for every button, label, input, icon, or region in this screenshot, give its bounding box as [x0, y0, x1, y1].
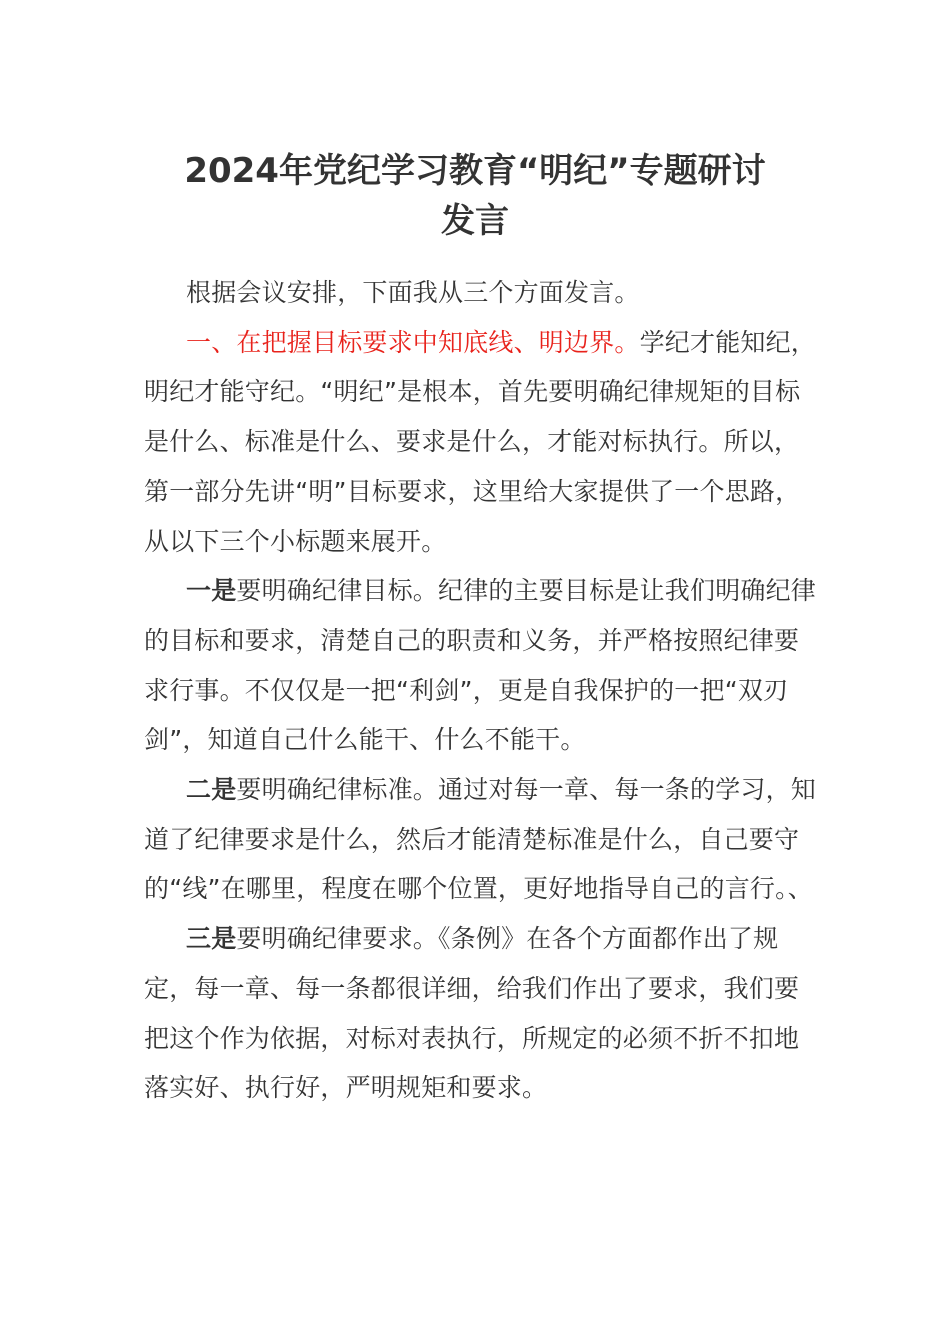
- point-1-paragraph: [144, 566, 824, 765]
- intro-paragraph: 根据会议安排，下面我从三个方面发言。: [186, 278, 640, 307]
- document-body: [144, 268, 824, 1113]
- point-2-body: 要明确纪律标准。通过对每一章、每一条的学习，知道了纪律要求是什么，然后才能清楚标准是什么，自己要守的“线”在哪里，程度在哪个位置，更好地指导自己的言行。、: [144, 775, 817, 904]
- point-1-lead: 一是: [186, 576, 237, 606]
- title-line-1: 2024年党纪学习教育“明纪”专题研讨: [184, 151, 766, 191]
- document-title: [120, 146, 830, 246]
- section-1-paragraph: [144, 318, 824, 567]
- point-2-lead: 二是: [186, 775, 237, 805]
- title-line-2: 发言: [441, 201, 509, 241]
- point-2-paragraph: [144, 765, 824, 914]
- section-1-body: 学纪才能知纪，明纪才能守纪。“明纪”是根本，首先要明确纪律规矩的目标是什么、标准是什么、要求是什么，才能对标执行。所以，第一部分先讲“明”目标要求，这里给大家提供了一个思路，从以下三个小标题来展开。: [144, 327, 817, 556]
- point-3-paragraph: [144, 914, 824, 1113]
- point-1-body: 要明确纪律目标。纪律的主要目标是让我们明确纪律的目标和要求，清楚自己的职责和义务，并严格按照纪律要求行事。不仅仅是一把“利剑”，更是自我保护的一把“双刃剑”，知道自己什么能干、什么不能干。: [144, 576, 817, 755]
- point-3-body: 要明确纪律要求。《条例》在各个方面都作出了规定，每一章、每一条都很详细，给我们作出了要求，我们要把这个作为依据，对标对表执行，所规定的必须不折不扣地落实好、执行好，严明规矩和要求。: [144, 924, 800, 1103]
- section-1-heading: 一、在把握目标要求中知底线、明边界。: [186, 327, 640, 357]
- point-3-lead: 三是: [186, 924, 237, 954]
